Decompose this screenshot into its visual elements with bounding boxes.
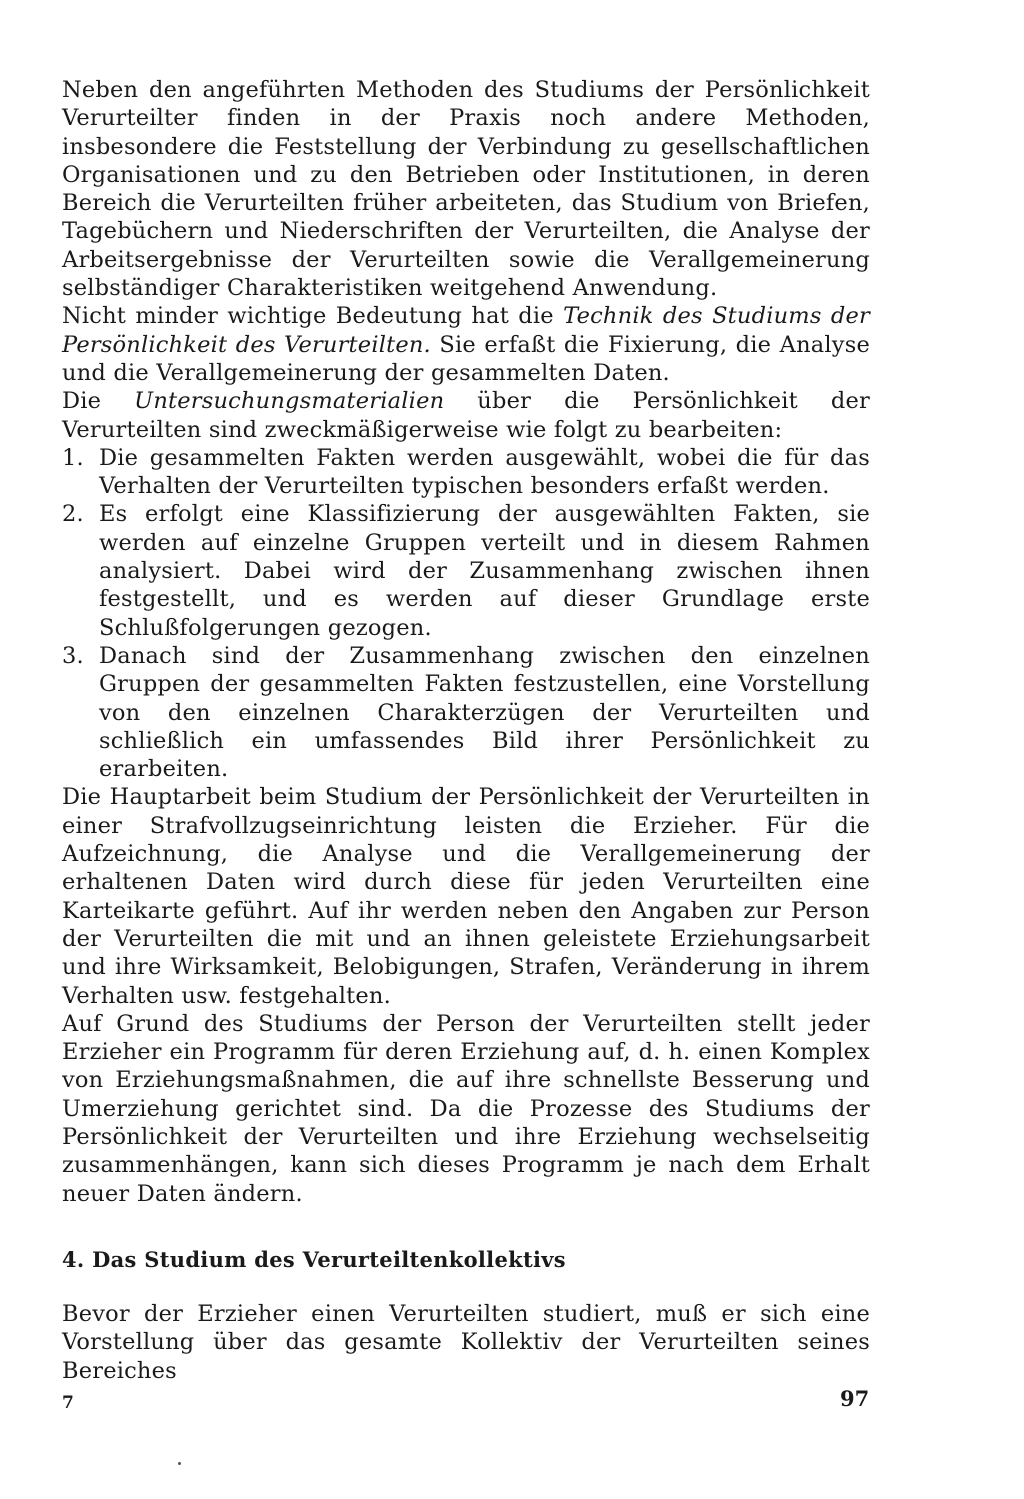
paragraph-6: Bevor der Erzieher einen Verurteilten studiert, muß er sich eine Vorstellung über das gesamte Kollektiv der Verurteilten seines Bereiches	[62, 1301, 870, 1384]
list-item-text: Die gesammelten Fakten werden ausgewählt, wobei die für das Verhalten der Verurteilten typischen besonders erfaßt werden.	[99, 444, 870, 500]
paragraph-2-emphasis: Technik des Studiums der Persönlichkeit des Verurteilten.	[62, 303, 870, 358]
list-item	[62, 642, 870, 783]
paragraph-1: Neben den angeführten Methoden des Studiums der Persönlichkeit Verurteilter finden in der Praxis noch andere Methoden, insbesondere die Feststellung der Verbindung zu gesellschaftlichen Organisationen und zu den Betrieben oder Institutionen, in deren Bereich die Verurteilten früher arbeiteten, das Studium von Briefen, Tagebüchern und Niederschriften der Verurteilten, die Analyse der Arbeitsergebnisse der Verurteilten sowie die Verallgemeinerung selbständiger Charakteristiken weitgehend Anwendung.	[62, 77, 870, 302]
paragraph-4: Die Hauptarbeit beim Studium der Persönlichkeit der Verurteilten in einer Strafvollzugseinrichtung leisten die Erzieher. Für die Aufzeichnung, die Analyse und die Verallgemeinerung der erhaltenen Daten wird durch diese für jeden Verurteilten eine Karteikarte geführt. Auf ihr werden neben den Angaben zur Person der Verurteilten die mit und an ihnen geleistete Erziehungsarbeit und ihre Wirksamkeit, Belobigungen, Strafen, Veränderung in ihrem Verhalten usw. festgehalten.	[62, 784, 870, 1009]
signature-mark: 7	[62, 1393, 74, 1413]
list-item-text: Es erfolgt eine Klassifizierung der ausgewählten Fakten, sie werden auf einzelne Gruppen verteilt und in diesem Rahmen analysiert. Dabei wird der Zusammenhang zwischen ihnen festgestellt, und es werden auf dieser Grundlage erste Schlußfolgerungen gezogen.	[99, 501, 870, 641]
list-item	[62, 444, 870, 501]
list-item-number: 1.	[62, 444, 84, 471]
paragraph-5: Auf Grund des Studiums der Person der Verurteilten stellt jeder Erzieher ein Programm für deren Erziehung auf, d. h. einen Komplex von Erziehungsmaßnahmen, die auf ihre schnellste Besserung und Umerziehung gerichtet sind. Da die Prozesse des Studiums der Persönlichkeit der Verurteilten und ihre Erziehung wechselseitig zusammenhängen, kann sich dieses Programm je nach dem Erhalt neuer Daten ändern.	[62, 1010, 870, 1207]
paragraph-2	[62, 302, 870, 387]
paragraph-3	[62, 387, 870, 444]
section-heading: 4. Das Studium des Verurteiltenkollektivs	[62, 1247, 566, 1272]
paragraph-3-start: Die	[62, 388, 135, 415]
paragraph-3-emphasis: Untersuchungsmaterialien	[134, 388, 445, 415]
numbered-list	[62, 444, 870, 784]
paragraph-2-end: Sie erfaßt die Fixierung, die Analyse und die Verallgemeinerung der gesammelten Daten.	[62, 331, 870, 386]
scan-speck	[178, 1462, 181, 1465]
list-item	[62, 500, 870, 641]
list-item-number: 2.	[62, 501, 84, 528]
page-number: 97	[840, 1386, 870, 1411]
list-item-number: 3.	[62, 642, 84, 669]
page-body	[62, 76, 870, 1384]
paragraph-2-start: Nicht minder wichtige Bedeutung hat die	[62, 303, 564, 330]
paragraph-3-end: über die Persönlichkeit der Verurteilten sind zweckmäßigerweise wie folgt zu bearbeiten:	[62, 388, 870, 443]
list-item-text: Danach sind der Zusammenhang zwischen den einzelnen Gruppen der gesammelten Fakten festzustellen, eine Vorstellung von den einzelnen Charakterzügen der Verurteilten und schließlich ein umfassendes Bild ihrer Persönlichkeit zu erarbeiten.	[99, 642, 870, 783]
